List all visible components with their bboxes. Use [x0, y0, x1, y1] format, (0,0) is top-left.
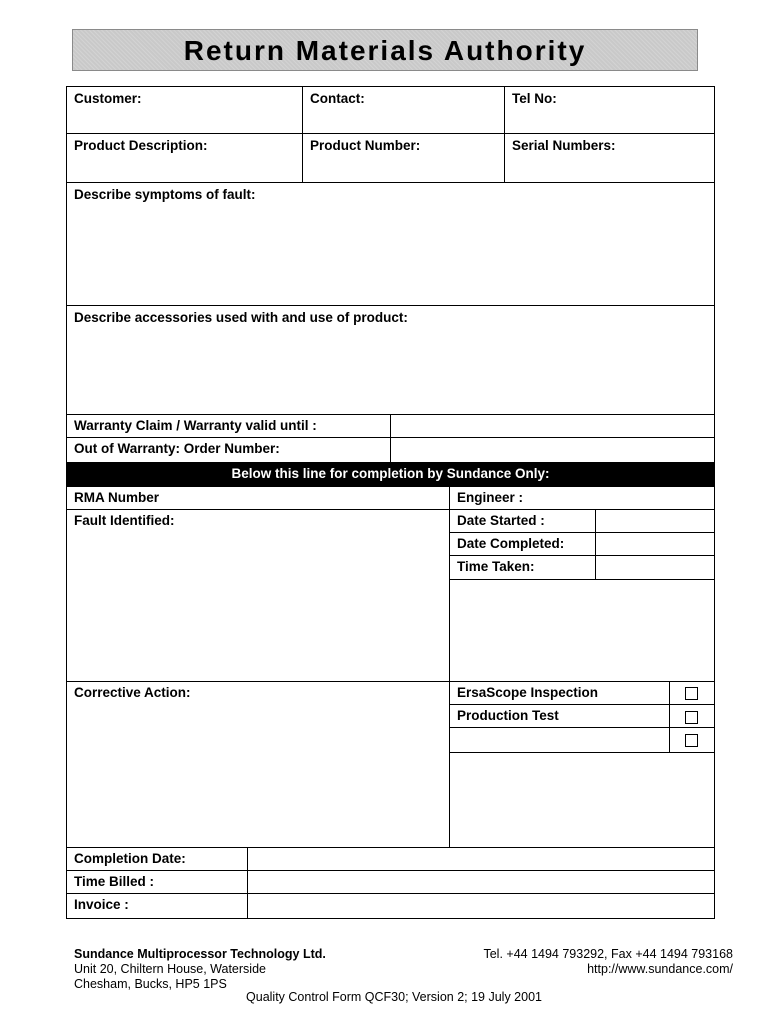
date-started-label-cell	[449, 509, 597, 534]
sundance-only-divider: Below this line for completion by Sundance Only:	[66, 462, 715, 486]
corrective-action-label: Corrective Action:	[74, 685, 191, 700]
address-line-2: Chesham, Bucks, HP5 1PS	[74, 977, 227, 991]
address-line-1: Unit 20, Chiltern House, Waterside	[74, 962, 266, 976]
contact-field[interactable]	[302, 86, 506, 135]
time-billed-label: Time Billed :	[74, 874, 155, 889]
fault-identified-field[interactable]	[66, 509, 451, 683]
date-completed-label: Date Completed:	[457, 536, 565, 551]
extra-check-input[interactable]	[449, 727, 671, 754]
warranty-input[interactable]	[390, 414, 715, 439]
product-number-field[interactable]	[302, 133, 506, 184]
order-number-input[interactable]	[390, 437, 715, 463]
date-completed-input[interactable]	[595, 532, 715, 557]
product-description-field[interactable]	[66, 133, 304, 184]
product-number-label: Product Number:	[310, 138, 421, 153]
corrective-action-field[interactable]	[66, 681, 451, 849]
production-test-checkbox[interactable]	[685, 711, 698, 724]
time-billed-label-cell	[66, 870, 249, 895]
ersascope-label-cell	[449, 681, 671, 706]
symptoms-label: Describe symptoms of fault:	[74, 187, 256, 202]
warranty-label-cell	[66, 414, 392, 439]
symptoms-field[interactable]	[66, 182, 715, 307]
production-test-label: Production Test	[457, 708, 559, 723]
form-version: Quality Control Form QCF30; Version 2; 19 July 2001	[246, 990, 542, 1004]
ersascope-checkbox[interactable]	[685, 687, 698, 700]
customer-label: Customer:	[74, 91, 142, 106]
website-link[interactable]: http://www.sundance.com/	[587, 962, 733, 976]
completion-date-label: Completion Date:	[74, 851, 186, 866]
accessories-label: Describe accessories used with and use of product:	[74, 310, 408, 325]
engineer-label: Engineer :	[457, 490, 524, 505]
accessories-field[interactable]	[66, 305, 715, 416]
tel-label: Tel No:	[512, 91, 557, 106]
time-taken-label: Time Taken:	[457, 559, 535, 574]
contact-info	[483, 947, 733, 977]
phone-fax: Tel. +44 1494 793292, Fax +44 1494 793168	[483, 947, 733, 961]
completion-date-input[interactable]	[247, 847, 715, 872]
time-taken-input[interactable]	[595, 555, 715, 581]
out-of-warranty-label-cell	[66, 437, 392, 463]
company-address	[74, 947, 326, 992]
rma-number-label: RMA Number	[74, 490, 160, 505]
invoice-label-cell	[66, 893, 249, 919]
contact-label: Contact:	[310, 91, 365, 106]
completion-date-label-cell	[66, 847, 249, 872]
fault-notes-area[interactable]	[449, 579, 715, 683]
engineer-field[interactable]	[449, 486, 715, 511]
out-of-warranty-label: Out of Warranty: Order Number:	[74, 441, 280, 456]
date-started-label: Date Started :	[457, 513, 545, 528]
invoice-label: Invoice :	[74, 897, 129, 912]
warranty-label: Warranty Claim / Warranty valid until :	[74, 418, 317, 433]
time-taken-label-cell	[449, 555, 597, 581]
corrective-notes-area[interactable]	[449, 752, 715, 849]
date-completed-label-cell	[449, 532, 597, 557]
serial-numbers-field[interactable]	[504, 133, 715, 184]
form-title: Return Materials Authority	[72, 29, 698, 71]
product-description-label: Product Description:	[74, 138, 208, 153]
customer-field[interactable]	[66, 86, 304, 135]
fault-identified-label: Fault Identified:	[74, 513, 175, 528]
invoice-input[interactable]	[247, 893, 715, 919]
ersascope-label: ErsaScope Inspection	[457, 685, 599, 700]
serial-numbers-label: Serial Numbers:	[512, 138, 616, 153]
blank-checkbox[interactable]	[685, 734, 698, 747]
production-test-label-cell	[449, 704, 671, 729]
rma-number-field[interactable]	[66, 486, 451, 511]
company-name: Sundance Multiprocessor Technology Ltd.	[74, 947, 326, 961]
time-billed-input[interactable]	[247, 870, 715, 895]
date-started-input[interactable]	[595, 509, 715, 534]
tel-field[interactable]	[504, 86, 715, 135]
